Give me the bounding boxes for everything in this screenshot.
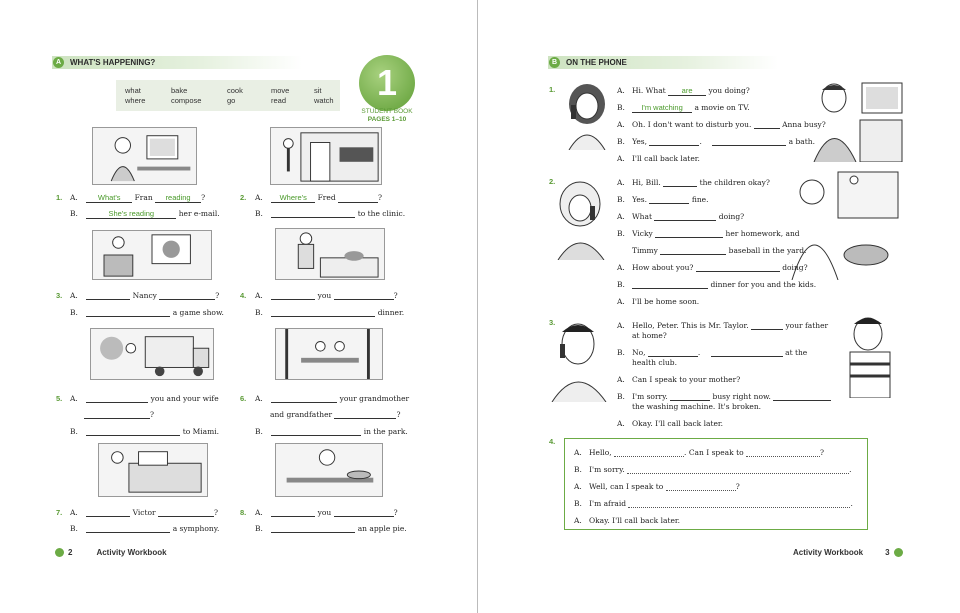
- speaker-label: B.: [617, 229, 625, 238]
- speaker-label: A.: [617, 212, 625, 221]
- exercise-5-line-a: [70, 394, 219, 403]
- prompt-text: a bath.: [788, 137, 815, 146]
- speaker-label: A.: [617, 321, 625, 330]
- prompt-text: Oh. I don't want to disturb you.: [631, 120, 752, 129]
- prompt-text: you doing?: [708, 86, 750, 95]
- prompt-text: her e-mail.: [178, 209, 220, 218]
- prompt-text: How about you?: [631, 263, 694, 272]
- prompt-text: Hello,: [588, 448, 612, 457]
- exercise-2-line-a: [255, 193, 382, 203]
- exercise-6-line-a2: [270, 410, 401, 419]
- exercise-number: 5.: [56, 394, 63, 403]
- speaker-label: A.: [70, 193, 78, 202]
- prompt-text: .: [850, 499, 853, 508]
- speaker-label: A.: [70, 508, 78, 517]
- dialog-4-line: [574, 482, 740, 491]
- word-bank-word: move: [271, 86, 290, 95]
- speaker-label: A.: [617, 297, 625, 306]
- prompt-text: I'm sorry.: [589, 465, 625, 474]
- illustration-woman-computer: [92, 127, 197, 185]
- section-b-badge: B: [549, 57, 560, 68]
- answer-blank[interactable]: [632, 281, 708, 289]
- illustration-man-phone: [550, 318, 608, 402]
- answer-blank[interactable]: What's: [86, 193, 132, 203]
- exercise-5-line-a2: [84, 410, 154, 419]
- right-footer: [793, 548, 903, 557]
- speaker-label: A.: [617, 263, 625, 272]
- speaker-label: B.: [617, 392, 625, 401]
- answer-blank[interactable]: [86, 292, 130, 300]
- prompt-text: at the: [785, 348, 808, 357]
- word-bank-word: cook: [227, 86, 243, 95]
- prompt-text: Well, can I speak to: [588, 482, 664, 491]
- answer-blank[interactable]: [86, 525, 170, 533]
- prompt-text: dinner for you and the kids.: [710, 280, 817, 289]
- dialog-number: 4.: [549, 437, 556, 446]
- speaker-label: A.: [574, 448, 582, 457]
- dialog-2-line: [617, 297, 699, 306]
- dialog-2-line: [617, 178, 770, 187]
- speaker-label: B.: [574, 499, 582, 508]
- exercise-2-line-b: [255, 209, 405, 218]
- answer-blank[interactable]: [663, 179, 697, 187]
- dialog-number: 1.: [549, 85, 556, 94]
- speaker-label: A.: [617, 154, 625, 163]
- speaker-label: A.: [255, 193, 263, 202]
- prompt-text: a symphony.: [172, 524, 220, 533]
- exercise-8-line-a: [255, 508, 398, 517]
- prompt-text: and grandfather: [270, 410, 333, 419]
- exercise-number: 7.: [56, 508, 63, 517]
- exercise-6-line-a: [255, 394, 409, 403]
- speaker-label: B.: [617, 195, 625, 204]
- exercise-8-line-b: [255, 524, 407, 533]
- answer-blank[interactable]: reading: [155, 193, 201, 203]
- speaker-label: B.: [255, 524, 263, 533]
- page-number: 2: [68, 548, 73, 557]
- answer-blank[interactable]: [649, 196, 689, 204]
- illustration-woman-phone: [563, 80, 611, 150]
- dialog-2-line: [617, 263, 808, 272]
- prompt-text: Can I speak to your mother?: [631, 375, 741, 384]
- dialog-1-line: [617, 154, 700, 163]
- speaker-label: B.: [70, 209, 78, 218]
- exercise-1-line-b: [70, 209, 220, 219]
- prompt-text: Yes.: [632, 195, 648, 204]
- answer-blank[interactable]: [271, 509, 315, 517]
- dialog-4-line: [574, 448, 824, 457]
- speaker-label: B.: [255, 427, 263, 436]
- exercise-number: 6.: [240, 394, 247, 403]
- answer-blank[interactable]: [158, 509, 214, 517]
- answer-blank[interactable]: [614, 449, 684, 457]
- speaker-label: B.: [617, 137, 625, 146]
- exercise-3-line-b: [70, 308, 224, 317]
- prompt-text: I'm sorry.: [632, 392, 668, 401]
- footer-dot-icon: [894, 548, 903, 557]
- speaker-label: A.: [70, 291, 78, 300]
- prompt-text: No,: [632, 348, 646, 357]
- prompt-text: What: [631, 212, 652, 221]
- answer-blank[interactable]: [696, 264, 780, 272]
- prompt-text: ?: [201, 193, 206, 202]
- dialog-1-line: [617, 137, 815, 146]
- prompt-text: .: [697, 348, 701, 357]
- speaker-label: A.: [617, 419, 625, 428]
- prompt-text: Hi, Bill.: [631, 178, 661, 187]
- dialog-2-line: [617, 212, 744, 221]
- speaker-label: B.: [617, 103, 625, 112]
- illustration-man-clinic: [270, 127, 382, 185]
- answer-blank[interactable]: [628, 499, 853, 508]
- dialog-4-line: [574, 516, 680, 525]
- answer-blank[interactable]: [271, 309, 375, 317]
- section-a-title: WHAT'S HAPPENING?: [70, 58, 156, 67]
- prompt-text: a game show.: [172, 308, 224, 317]
- answer-blank[interactable]: [86, 395, 148, 403]
- dialog-number: 2.: [549, 177, 556, 186]
- answer-blank[interactable]: [655, 230, 723, 238]
- prompt-text: ?: [378, 193, 383, 202]
- answer-blank[interactable]: [670, 393, 710, 401]
- prompt-text: ?: [396, 410, 401, 419]
- speaker-label: A.: [574, 516, 582, 525]
- page-number: 3: [885, 548, 890, 557]
- answer-blank[interactable]: She's reading: [86, 209, 176, 219]
- prompt-text: fine.: [691, 195, 709, 204]
- speaker-label: B.: [255, 308, 263, 317]
- section-a-header: [52, 56, 302, 69]
- word-bank-word: where: [125, 96, 146, 105]
- dialog-1-line: [617, 120, 826, 129]
- exercise-3-line-a: [70, 291, 219, 300]
- answer-blank[interactable]: [334, 509, 394, 517]
- prompt-text: Vicky: [632, 229, 653, 238]
- section-a-badge: A: [53, 57, 64, 68]
- answer-blank[interactable]: [648, 348, 701, 357]
- dialog-4-line: [574, 499, 853, 508]
- answer-blank[interactable]: [84, 411, 150, 419]
- answer-blank[interactable]: [271, 292, 315, 300]
- exercise-number: 8.: [240, 508, 247, 517]
- prompt-text: baseball in the yard.: [728, 246, 807, 255]
- answer-blank[interactable]: [654, 213, 716, 221]
- student-book-label: STUDENT BOOK: [361, 108, 413, 115]
- answer-blank[interactable]: [773, 393, 831, 401]
- prompt-text: I'll be home soon.: [631, 297, 700, 306]
- prompt-text: health club.: [632, 358, 677, 367]
- speaker-label: B.: [617, 348, 625, 357]
- word-bank-word: bake: [171, 86, 188, 95]
- prompt-text: ?: [213, 508, 219, 517]
- speaker-label: A.: [617, 375, 625, 384]
- prompt-text: Okay. I'll call back later.: [588, 516, 681, 525]
- exercise-7-line-b: [70, 524, 219, 533]
- left-footer: [55, 548, 167, 557]
- speaker-label: A.: [255, 508, 263, 517]
- illustration-man-tv: [812, 80, 906, 162]
- prompt-text: to Miami.: [182, 427, 220, 436]
- speaker-label: A.: [617, 120, 625, 129]
- section-b-header: [548, 56, 778, 69]
- prompt-text: to the clinic.: [357, 209, 406, 218]
- answer-blank[interactable]: [712, 138, 786, 146]
- answer-blank[interactable]: [711, 349, 783, 357]
- dialog-3-line: [617, 419, 723, 428]
- prompt-text: Timmy: [632, 246, 658, 255]
- illustration-man-piano: [98, 443, 208, 497]
- prompt-text: doing?: [718, 212, 745, 221]
- prompt-text: her homework, and: [725, 229, 800, 238]
- illustration-couple-park: [275, 328, 383, 380]
- prompt-text: doing?: [782, 263, 808, 272]
- answer-blank[interactable]: Where's: [271, 193, 315, 203]
- prompt-text: an apple pie.: [357, 524, 407, 533]
- prompt-text: the washing machine. It's broken.: [632, 402, 762, 411]
- answer-blank[interactable]: [86, 428, 180, 436]
- exercise-6-line-b: [255, 427, 408, 436]
- word-bank-word: go: [227, 96, 236, 105]
- illustration-man-cooking: [275, 228, 385, 280]
- speaker-label: A.: [255, 291, 263, 300]
- answer-blank[interactable]: are: [668, 86, 706, 96]
- speaker-label: A.: [255, 394, 263, 403]
- prompt-text: Yes,: [632, 137, 648, 146]
- exercise-4-line-b: [255, 308, 404, 317]
- prompt-text: ?: [393, 291, 398, 300]
- prompt-text: the children okay?: [699, 178, 770, 187]
- word-bank-word: compose: [171, 96, 202, 105]
- prompt-text: .: [849, 465, 852, 474]
- prompt-text: Hi. What: [631, 86, 666, 95]
- speaker-label: B.: [70, 427, 78, 436]
- answer-blank[interactable]: [86, 509, 130, 517]
- prompt-text: Fred: [317, 193, 336, 202]
- prompt-text: Fran: [134, 193, 153, 202]
- prompt-text: in the park.: [363, 427, 408, 436]
- prompt-text: dinner.: [377, 308, 405, 317]
- dialog-2-line: [617, 195, 708, 204]
- speaker-label: A.: [617, 178, 625, 187]
- answer-blank[interactable]: [338, 195, 378, 203]
- speaker-label: B.: [617, 280, 625, 289]
- answer-blank[interactable]: [334, 411, 396, 419]
- answer-blank[interactable]: [649, 137, 702, 146]
- illustration-boy-phone: [838, 312, 904, 398]
- answer-blank[interactable]: I'm watching: [632, 103, 692, 113]
- exercise-5-line-b: [70, 427, 219, 436]
- dialog-1-line: [617, 103, 750, 113]
- answer-blank[interactable]: [271, 428, 361, 436]
- dialog-3-line: [617, 348, 807, 357]
- speaker-label: A.: [574, 482, 582, 491]
- answer-blank[interactable]: [660, 247, 726, 255]
- answer-blank[interactable]: [271, 395, 337, 403]
- answer-blank[interactable]: [666, 483, 736, 491]
- illustration-woman-phone-2: [552, 178, 610, 260]
- answer-blank[interactable]: [754, 121, 780, 129]
- dialog-2-line: [617, 280, 816, 289]
- prompt-text: your father: [785, 321, 829, 330]
- dialog-3-line: [617, 375, 740, 384]
- prompt-text: ?: [735, 482, 740, 491]
- speaker-label: B.: [70, 308, 78, 317]
- section-b-title: ON THE PHONE: [566, 58, 627, 67]
- dialog-1-line: [617, 86, 750, 96]
- illustration-woman-pie: [275, 443, 383, 497]
- answer-blank[interactable]: [334, 292, 394, 300]
- speaker-label: B.: [255, 209, 263, 218]
- prompt-text: busy right now.: [712, 392, 771, 401]
- prompt-text: .: [699, 137, 702, 146]
- speaker-label: B.: [70, 524, 78, 533]
- illustration-woman-tv: [92, 230, 212, 280]
- dialog-4-line: [574, 465, 852, 474]
- answer-blank[interactable]: [627, 465, 852, 474]
- dialog-2-line: [617, 229, 800, 238]
- answer-blank[interactable]: [86, 309, 170, 317]
- prompt-text: I'll call back later.: [631, 154, 700, 163]
- answer-blank[interactable]: [746, 449, 820, 457]
- answer-blank[interactable]: [751, 322, 783, 330]
- prompt-text: you: [317, 508, 332, 517]
- prompt-text: you and your wife: [150, 394, 219, 403]
- prompt-text: you: [317, 291, 332, 300]
- exercise-number: 3.: [56, 291, 63, 300]
- speaker-label: A.: [70, 394, 78, 403]
- exercise-7-line-a: [70, 508, 218, 517]
- exercise-4-line-a: [255, 291, 398, 300]
- illustration-moving-truck: [90, 328, 214, 380]
- word-bank-word: watch: [314, 96, 334, 105]
- dialog-number: 3.: [549, 318, 556, 327]
- dialog-3-line: [617, 392, 831, 401]
- prompt-text: Nancy: [132, 291, 157, 300]
- exercise-number: 4.: [240, 291, 247, 300]
- prompt-text: I'm afraid: [589, 499, 627, 508]
- student-book-reference: [351, 108, 423, 124]
- prompt-text: ?: [215, 291, 220, 300]
- student-book-pages: PAGES 1–10: [367, 116, 407, 123]
- prompt-text: Victor: [132, 508, 156, 517]
- prompt-text: your grandmother: [339, 394, 410, 403]
- prompt-text: Anna busy?: [782, 120, 826, 129]
- exercise-1-line-a: [70, 193, 205, 203]
- footer-label: Activity Workbook: [793, 548, 864, 557]
- unit-number-badge: 1: [359, 55, 415, 111]
- speaker-label: A.: [617, 86, 625, 95]
- prompt-text: ?: [393, 508, 398, 517]
- footer-label: Activity Workbook: [96, 548, 167, 557]
- prompt-text: Okay. I'll call back later.: [631, 419, 724, 428]
- dialog-2-line: [632, 246, 806, 255]
- answer-blank[interactable]: [159, 292, 215, 300]
- dialog-3-line: [617, 321, 828, 330]
- word-bank-word: sit: [314, 86, 322, 95]
- prompt-text: ?: [820, 448, 825, 457]
- prompt-text: at home?: [632, 331, 667, 340]
- footer-dot-icon: [55, 548, 64, 557]
- exercise-number: 1.: [56, 193, 63, 202]
- word-bank: [116, 80, 340, 111]
- speaker-label: B.: [574, 465, 582, 474]
- answer-blank[interactable]: [271, 525, 355, 533]
- prompt-text: ?: [150, 410, 155, 419]
- prompt-text: a movie on TV.: [694, 103, 750, 112]
- prompt-text: Hello, Peter. This is Mr. Taylor.: [631, 321, 749, 330]
- answer-blank[interactable]: [271, 210, 355, 218]
- word-bank-word: what: [125, 86, 141, 95]
- prompt-text: . Can I speak to: [684, 448, 744, 457]
- word-bank-word: read: [271, 96, 287, 105]
- exercise-number: 2.: [240, 193, 247, 202]
